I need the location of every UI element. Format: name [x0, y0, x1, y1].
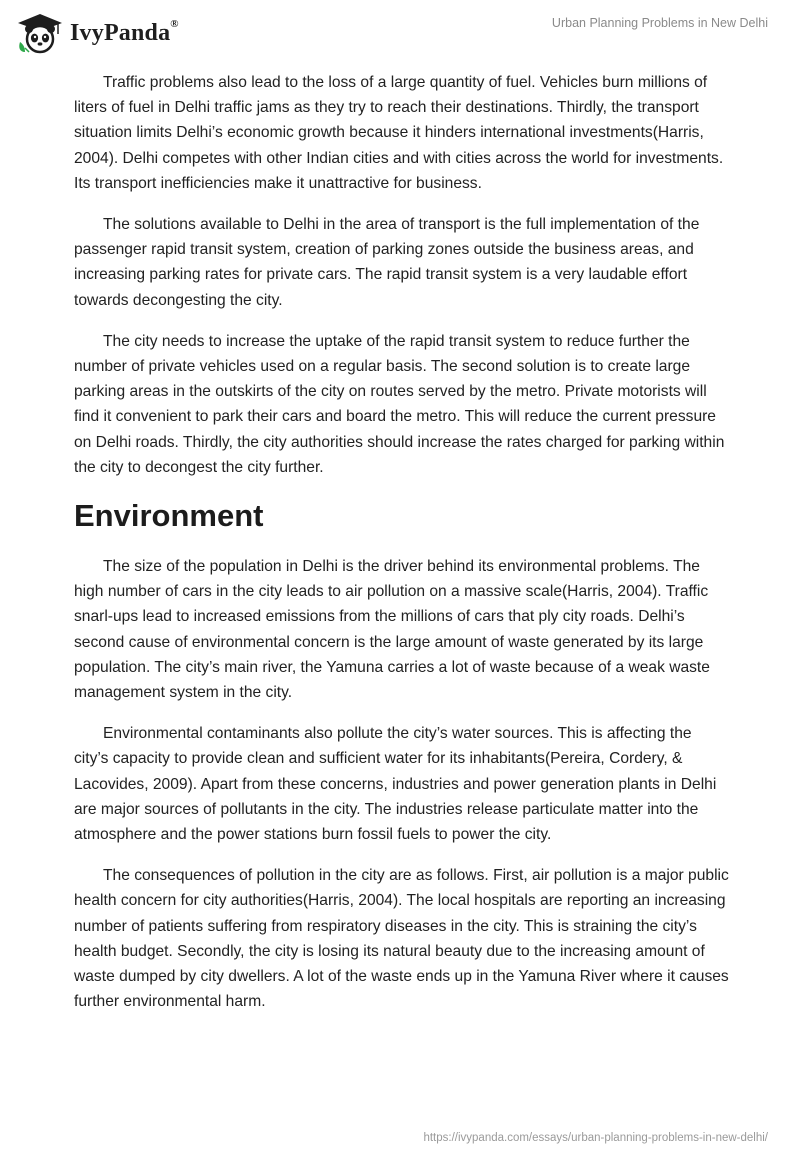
registered-mark: ®: [170, 17, 179, 30]
paragraph: The city needs to increase the uptake of the rapid transit system to reduce further the number of private vehicles used on a regular basis. The second solution is to create large parking areas in the outskirts of the city on routes served by the metro. Private motorists will find it convenient to park their cars and board the metro. This will reduce the current pressure on Delhi roads. Thirdly, the city authorities should increase the rates charged for parking within the city to decongest the city further.: [74, 332, 725, 476]
document-title: Urban Planning Problems in New Delhi: [551, 16, 768, 30]
page-header: [0, 0, 800, 70]
paragraph: Environmental contaminants also pollute the city’s water sources. This is affecting the city’s capacity to provide clean and sufficient water for its inhabitants(Pereira, Cordery, & Lacovides, 2009). Apart from these concerns, industries and power generation plants in Delhi are major sources of pollutants in the city. The industries release particulate matter into the atmosphere and the power stations burn fossil fuels to power the city.: [74, 725, 717, 844]
paragraph: The solutions available to Delhi in the area of transport is the full implementation of the passenger rapid transit system, creation of parking zones outside the business areas, and increasing parking rates for private cars. The rapid transit system is a very laudable effort towards decongesting the city.: [74, 216, 700, 309]
paragraph: The size of the population in Delhi is the driver behind its environmental problems. The high number of cars in the city leads to air pollution on a massive scale(Harris, 2004). Traffic snarl-ups lead to increased emissions from the millions of cars that ply city roads. Delhi’s second cause of environmental concern is the large amount of waste generated by its large population. The city’s main river, the Yamuna carries a lot of waste because of a weak waste management system in the city.: [74, 558, 710, 702]
paragraph: Traffic problems also lead to the loss of a large quantity of fuel. Vehicles burn millions of liters of fuel in Delhi traffic jams as they try to reach their destinations. Thirdly, the transport situation limits Delhi’s economic growth because it hinders international investments(Harris, 2004). Delhi competes with other Indian cities and with cities across the world for investments. Its transport inefficiencies make it unattractive for business.: [74, 74, 724, 192]
essay-body: [74, 70, 729, 1031]
brand-name: IvyPanda®: [70, 17, 179, 46]
source-url-link[interactable]: https://ivypanda.com/essays/urban-planning-problems-in-new-delhi/: [423, 1132, 768, 1144]
section-heading: Environment: [74, 498, 264, 534]
ivypanda-logo[interactable]: [16, 12, 179, 54]
paragraph: The consequences of pollution in the city are as follows. First, air pollution is a major public health concern for city authorities(Harris, 2004). The local hospitals are reporting an increasing number of patients suffering from respiratory diseases in the city. This is straining the city’s health budget. Secondly, the city is losing its natural beauty due to the increasing amount of waste dumped by city dwellers. A lot of the waste ends up in the Yamuna River where it causes further environmental harm.: [74, 867, 729, 1011]
panda-graduate-icon: [16, 12, 64, 54]
